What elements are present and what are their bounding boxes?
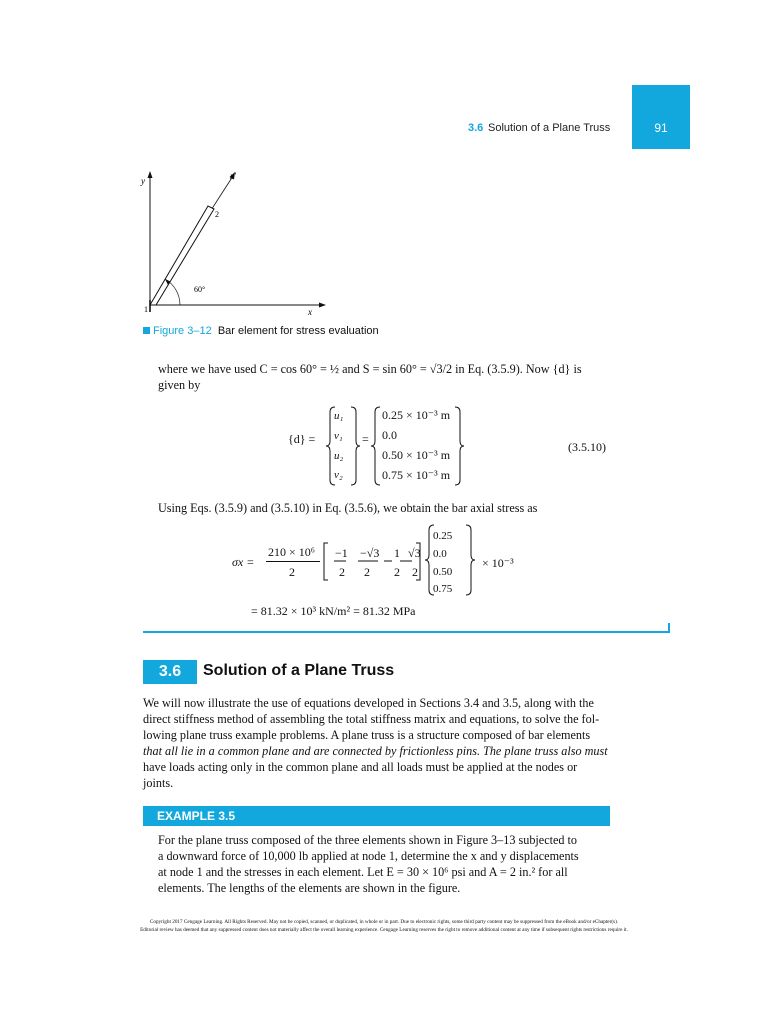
section-number-box: 3.6 — [143, 660, 197, 684]
figure-caption — [143, 325, 379, 337]
stress-result: = 81.32 × 10³ kN/m² = 81.32 MPa — [251, 604, 416, 618]
d-vector-v1: v₁ — [334, 430, 343, 442]
example-line-1: For the plane truss composed of the three elements shown in Figure 3–13 subjected to — [158, 833, 578, 847]
section-body — [143, 695, 610, 791]
example-line-4: elements. The lengths of the elements are shown in the figure. — [158, 881, 461, 895]
node2-label: 2 — [215, 210, 219, 219]
d-value-1: 0.25 × 10⁻³ m — [382, 408, 451, 422]
stress-vec-1: 0.25 — [433, 530, 453, 542]
example-line-3: at node 1 and the stresses in each element. Let E = 30 × 10⁶ psi and A = 2 in.² for all — [158, 865, 568, 879]
stress-multiplier: × 10⁻³ — [482, 556, 514, 570]
row-bottom-4: 2 — [412, 565, 418, 579]
copyright-line-1: Copyright 2017 Cengage Learning. All Rights Reserved. May not be copied, scanned, or duplicated, in whole or in part. Due to electronic rights, some third party content may be suppressed from the eBook and/or eChapter(s). — [149, 919, 619, 925]
body-line-1: We will now illustrate the use of equations developed in Sections 3.4 and 3.5, along with the — [143, 696, 594, 710]
stress-vec-4: 0.75 — [433, 583, 453, 595]
y-axis-arrow — [148, 171, 153, 178]
body-line-3: lowing plane truss example problems. A plane truss is a structure composed of bar elements — [143, 728, 591, 742]
y-label: y — [141, 176, 145, 186]
stress-vec-3: 0.50 — [433, 566, 453, 578]
d-value-3: 0.50 × 10⁻³ m — [382, 448, 451, 462]
row-top-4: √3 — [408, 546, 421, 560]
intro-line-1: where we have used C = cos 60° = ½ and S = sin 60° = √3/2 in Eq. (3.5.9). Now {d} is — [158, 362, 582, 376]
stress-numerator: 210 × 10⁶ — [268, 545, 315, 559]
body-line-2: direct stiffness method of assembling the total stiffness matrix and equations, to solve the fol- — [143, 712, 600, 726]
section-divider — [143, 631, 670, 633]
bar-element-figure — [130, 165, 340, 315]
caption-square-icon — [143, 327, 150, 334]
row-bottom-3: 2 — [394, 565, 400, 579]
row-bottom-2: 2 — [364, 565, 370, 579]
example-banner — [143, 806, 610, 826]
caption-text: Bar element for stress evaluation — [217, 325, 379, 337]
section-title: Solution of a Plane Truss — [203, 662, 395, 679]
x-label: x — [308, 307, 312, 315]
example-line-2: a downward force of 10,000 lb applied at node 1, determine the x and y displacements — [158, 849, 579, 863]
row-bottom-1: 2 — [339, 565, 345, 579]
caption-label: Figure 3–12 — [153, 325, 212, 337]
row-top-1: −1 — [335, 546, 348, 560]
intro-line-2: given by — [158, 378, 201, 392]
example-paragraph — [158, 832, 610, 896]
intro-paragraph — [158, 361, 610, 393]
page-number-box — [632, 85, 690, 149]
section-divider-tick — [668, 623, 670, 633]
d-value-2: 0.0 — [382, 428, 397, 442]
d-vector-v2: v₂ — [334, 469, 343, 481]
copyright-notice — [60, 918, 708, 934]
x-axis-arrow — [319, 303, 326, 308]
body-line-4: that all lie in a common plane and are connected by frictionless pins. The plane truss also must — [143, 744, 608, 758]
d-vector-u1: u₁ — [334, 410, 344, 422]
running-header — [0, 85, 768, 149]
stress-vec-2: 0.0 — [433, 548, 447, 560]
body-line-5: have loads acting only in the common plane and all loads must be applied at the nodes or joints. — [143, 760, 578, 790]
page-number: 91 — [654, 121, 668, 135]
example-label: EXAMPLE 3.5 — [157, 809, 236, 823]
using-paragraph: Using Eqs. (3.5.9) and (3.5.10) in Eq. (3.5.6), we obtain the bar axial stress as — [158, 501, 538, 515]
stress-denominator: 2 — [289, 565, 295, 579]
row-top-3: 1 — [394, 546, 400, 560]
header-section-number: 3.6 — [468, 122, 484, 134]
d-value-4: 0.75 × 10⁻³ m — [382, 468, 451, 482]
header-section-title: Solution of a Plane Truss — [488, 122, 611, 134]
row-top-2: −√3 — [360, 546, 380, 560]
node1-label: 1 — [144, 305, 148, 314]
copyright-line-2: Editorial review has deemed that any suppressed content does not materially affect the overall learning experience. Cengage Learning reserves the right to remove additional content at any time if subsequent rights restrictions require it. — [140, 927, 628, 933]
eq-lhs: {d} = — [288, 432, 316, 446]
d-vector-u2: u₂ — [334, 450, 344, 462]
x-prime-label: x′ — [230, 171, 236, 181]
stress-lhs: σx = — [232, 555, 255, 569]
equation-number: (3.5.10) — [568, 440, 606, 454]
angle-label: 60° — [194, 285, 206, 294]
